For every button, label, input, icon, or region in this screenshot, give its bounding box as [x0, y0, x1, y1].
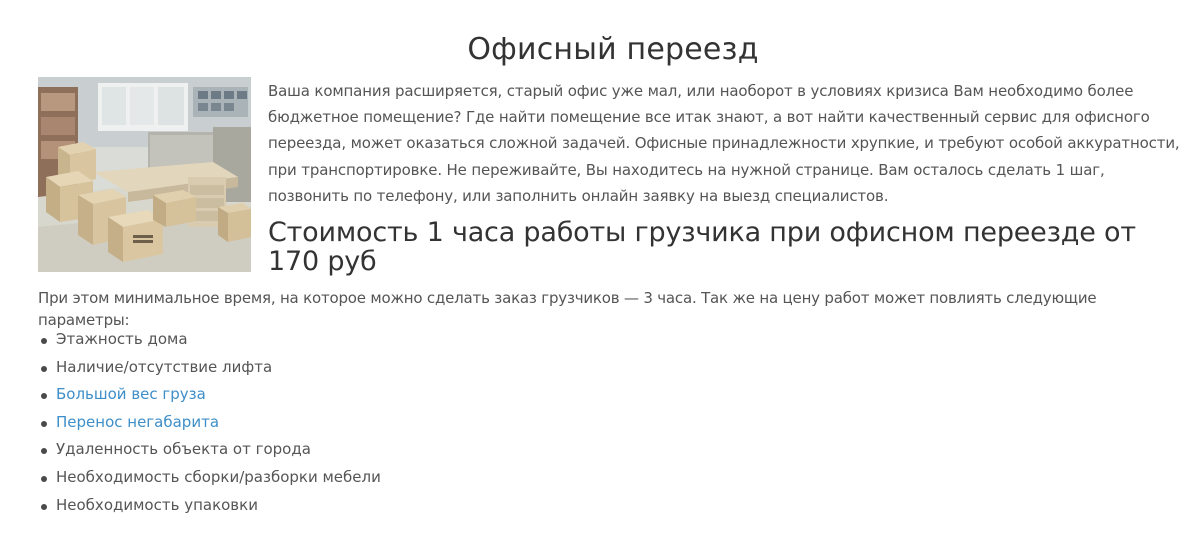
oversized-cargo-link[interactable]: Перенос негабарита: [56, 412, 220, 431]
list-item: [38, 436, 381, 464]
bullet-icon: [41, 338, 47, 344]
page-title: Офисный переезд: [467, 32, 759, 67]
price-heading: Стоимость 1 часа работы грузчика при офисном переезде от 170 руб: [268, 217, 1136, 277]
heavy-cargo-link[interactable]: Большой вес груза: [56, 385, 206, 404]
params-list: [38, 326, 381, 519]
list-item-label: Удаленность объекта от города: [56, 440, 311, 459]
bullet-icon: [41, 393, 47, 399]
list-item: [38, 381, 381, 409]
intro-paragraph: Ваша компания расширяется, старый офис уже мал, или наоборот в условиях кризиса Вам необходимо более бюджетное помещение? Где найти помещение все итак знают, а вот найти качественный сервис для офисного переезда, может оказаться сложной задачей. Офисные принадлежности хрупкие, и требуют особой аккуратности, при транспортировке. Не переживайте, Вы находитесь на нужной странице. Вам осталось сделать 1 шаг, позвонить по телефону, или заполнить онлайн заявку на выезд специалистов.: [268, 82, 1180, 205]
list-item: [38, 354, 381, 382]
list-item: [38, 492, 381, 520]
bullet-icon: [41, 448, 47, 454]
list-item-label: Наличие/отсутствие лифта: [56, 357, 273, 376]
office-photo: [38, 77, 251, 272]
list-item: [38, 409, 381, 437]
bullet-icon: [41, 504, 47, 510]
list-item-label: Необходимость упаковки: [56, 495, 258, 514]
list-item: [38, 464, 381, 492]
params-intro: При этом минимальное время, на которое можно сделать заказ грузчиков — 3 часа. Так же на цену работ может повлиять следующие параметры:: [38, 289, 1097, 329]
bullet-icon: [41, 366, 47, 372]
list-item: [38, 326, 381, 354]
bullet-icon: [41, 421, 47, 427]
list-item-label: Необходимость сборки/разборки мебели: [56, 467, 381, 486]
bullet-icon: [41, 476, 47, 482]
list-item-label: Этажность дома: [56, 330, 188, 348]
